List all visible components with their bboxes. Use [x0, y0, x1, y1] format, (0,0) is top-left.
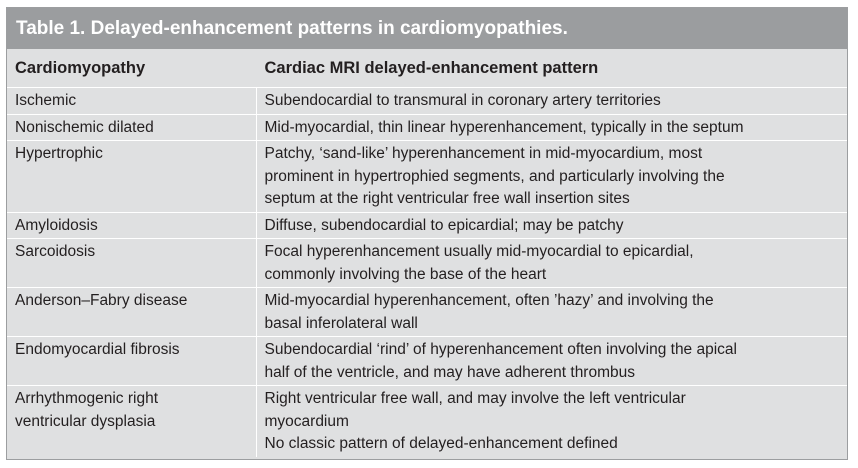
cardiomyopathy-cell: [7, 337, 256, 386]
pattern-cell: [256, 239, 847, 288]
table-row: [7, 239, 847, 288]
pattern-text: half of the ventricle, and may have adherent thrombus: [264, 363, 635, 381]
cardiomyopathy-cell: [7, 239, 256, 288]
pattern-cell: [256, 337, 847, 386]
table-row: [7, 386, 847, 457]
cardiomyopathy-cell: [7, 141, 256, 213]
column-header-pattern: Cardiac MRI delayed-enhancement pattern: [256, 49, 847, 88]
pattern-text: Subendocardial ‘rind’ of hyperenhancement often involving the apical: [264, 341, 737, 358]
pattern-text: myocardium: [264, 412, 349, 430]
pattern-text: basal inferolateral wall: [264, 314, 418, 332]
table-row: [7, 114, 847, 141]
pattern-cell: [256, 114, 847, 141]
cardiomyopathy-table: [7, 49, 847, 457]
pattern-cell: [256, 288, 847, 337]
pattern-text: Patchy, ‘sand-like’ hyperenhancement in mid-myocardium, most: [264, 145, 703, 162]
header-row: [7, 49, 847, 88]
cardiomyopathy-cell: [7, 386, 256, 457]
column-header-cardiomyopathy: Cardiomyopathy: [7, 49, 256, 88]
pattern-text: commonly involving the base of the heart: [264, 265, 547, 283]
pattern-text: Diffuse, subendocardial to epicardial; may be patchy: [264, 216, 624, 234]
cardiomyopathy-text: Endomyocardial fibrosis: [15, 341, 180, 358]
pattern-text: Mid-myocardial, thin linear hyperenhancement, typically in the septum: [264, 118, 744, 136]
table-row: [7, 88, 847, 115]
cardiomyopathy-cell: [7, 88, 256, 115]
cardiomyopathy-text: ventricular dysplasia: [15, 412, 156, 430]
table-row: [7, 212, 847, 239]
cardiomyopathy-text: Ischemic: [15, 92, 77, 109]
pattern-cell: [256, 141, 847, 213]
cardiomyopathy-cell: [7, 288, 256, 337]
pattern-text: prominent in hypertrophied segments, and particularly involving the: [264, 167, 725, 185]
cardiomyopathy-text: Sarcoidosis: [15, 243, 96, 260]
cardiomyopathy-text: Hypertrophic: [15, 145, 103, 162]
cardiomyopathy-text: Nonischemic dilated: [15, 118, 154, 136]
pattern-text: No classic pattern of delayed-enhancement defined: [264, 435, 618, 452]
table-row: [7, 288, 847, 337]
pattern-text: septum at the right ventricular free wall insertion sites: [264, 190, 630, 207]
table-row: [7, 141, 847, 213]
cardiomyopathy-cell: [7, 212, 256, 239]
cardiomyopathy-text: Arrhythmogenic right: [15, 390, 159, 407]
pattern-cell: [256, 88, 847, 115]
pattern-text: Mid-myocardial hyperenhancement, often ’hazy’ and involving the: [264, 292, 714, 309]
cardiomyopathy-cell: [7, 114, 256, 141]
table-frame: [6, 7, 848, 460]
table-row: [7, 337, 847, 386]
pattern-text: Subendocardial to transmural in coronary artery territories: [264, 92, 661, 109]
pattern-text: Right ventricular free wall, and may involve the left ventricular: [264, 390, 686, 407]
table-body: [7, 88, 847, 457]
cardiomyopathy-text: Amyloidosis: [15, 216, 98, 234]
pattern-cell: [256, 386, 847, 457]
table-caption: Table 1. Delayed-enhancement patterns in cardiomyopathies.: [7, 8, 847, 49]
cardiomyopathy-text: Anderson–Fabry disease: [15, 292, 188, 309]
pattern-text: Focal hyperenhancement usually mid-myocardial to epicardial,: [264, 243, 694, 260]
pattern-cell: [256, 212, 847, 239]
